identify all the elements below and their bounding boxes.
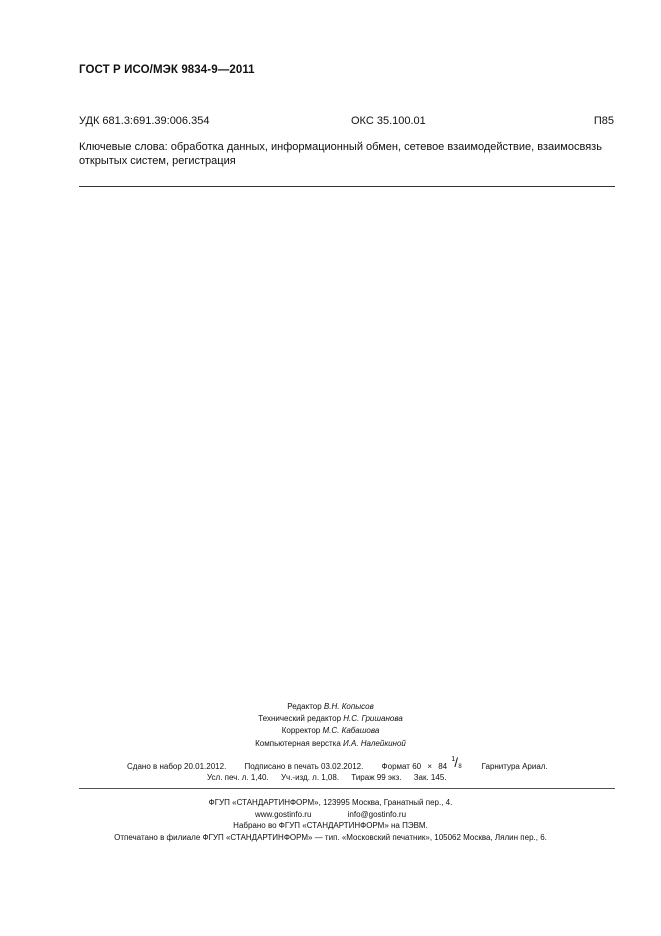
credit-editor-name: В.Н. Копысов xyxy=(323,702,374,711)
divider-bottom xyxy=(79,788,615,789)
publisher-block xyxy=(0,797,661,843)
group-code: П85 xyxy=(593,115,614,127)
format-fraction-numerator: 1 xyxy=(451,756,456,763)
format-fraction-slash: / xyxy=(454,755,458,770)
keywords-block xyxy=(79,140,615,168)
keywords-line-1: Ключевые слова: обработка данных, информационный обмен, сетевое взаимодействие, взаимосвязь xyxy=(79,141,602,153)
signed-date: Подписано в печать 03.02.2012. xyxy=(244,762,364,771)
credit-corrector-name: М.С. Кабашова xyxy=(322,726,380,736)
credit-layout-name: И.А. Налейкиной xyxy=(343,738,406,748)
credit-corrector-label: Корректор xyxy=(281,726,321,736)
format-size: 84 xyxy=(438,762,448,771)
classification-row xyxy=(79,115,614,129)
oks-code: ОКС 35.100.01 xyxy=(351,115,426,127)
divider-top xyxy=(79,186,615,187)
format-fraction-denominator: 8 xyxy=(458,764,462,770)
format-times: × xyxy=(427,762,432,771)
print-sheets: Усл. печ. л. 1,40. xyxy=(207,773,269,782)
print-info-row-1 xyxy=(127,755,548,771)
credit-corrector xyxy=(0,725,661,737)
credit-tech-editor xyxy=(0,713,661,725)
credit-layout xyxy=(0,738,661,750)
udk-code: УДК 681.3:691.39:006.354 xyxy=(79,115,210,127)
credit-editor xyxy=(0,701,661,713)
publisher-address: ФГУП «СТАНДАРТИНФОРМ», 123995 Москва, Гранатный пер., 4. xyxy=(208,798,453,807)
keywords-line-2: открытых систем, регистрация xyxy=(79,155,236,167)
credit-tech-editor-name: Н.С. Гришанова xyxy=(343,714,403,724)
credit-layout-label: Компьютерная верстка xyxy=(255,738,341,748)
submitted-date: Сдано в набор 20.01.2012. xyxy=(127,762,227,771)
order-number: Зак. 145. xyxy=(413,773,447,782)
publisher-email: info@gostinfo.ru xyxy=(347,809,407,819)
circulation: Тираж 99 экз. xyxy=(351,773,402,782)
publisher-contacts xyxy=(0,809,661,821)
format-label: Формат 60 xyxy=(381,762,422,771)
printed-note: Отпечатано в филиале ФГУП «СТАНДАРТИНФОРМ» — тип. «Московский печатник», 105062 Москва, Лялин пер., 6. xyxy=(114,832,547,842)
typeset-note: Набрано во ФГУП «СТАНДАРТИНФОРМ» на ПЭВМ. xyxy=(233,821,428,830)
publisher-sheets: Уч.-изд. л. 1,08. xyxy=(280,773,340,782)
format-fraction xyxy=(451,755,463,770)
typeface: Гарнитура Ариал. xyxy=(481,762,548,771)
credit-editor-label: Редактор xyxy=(287,702,322,711)
credits-block xyxy=(0,701,661,750)
credit-tech-editor-label: Технический редактор xyxy=(258,714,342,724)
print-info-row-2 xyxy=(207,773,447,782)
standard-code-header: ГОСТ Р ИСО/МЭК 9834-9—2011 xyxy=(79,64,255,76)
publisher-website: www.gostinfo.ru xyxy=(254,809,312,819)
